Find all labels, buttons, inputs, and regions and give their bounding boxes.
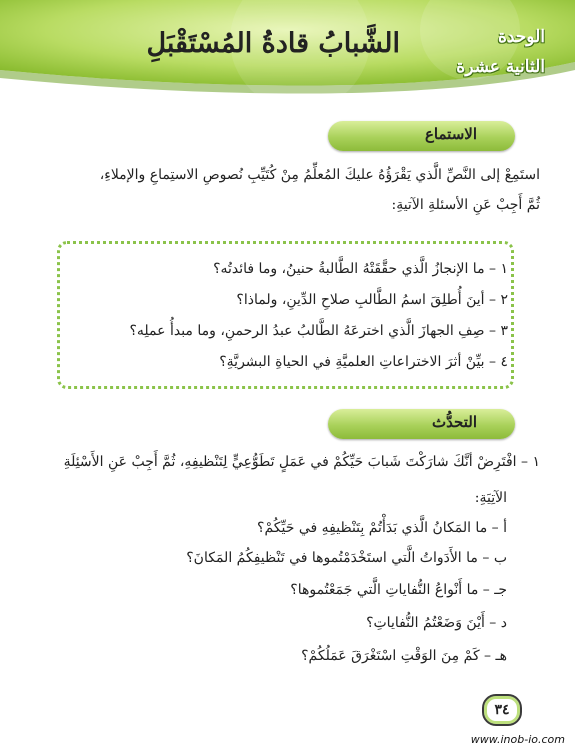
footer-url: www.inob-io.com xyxy=(470,733,565,746)
speaking-question: أ – ما المَكانُ الَّذي بَدَأْتُمْ بِتَنْظيفِهِ في حَيِّكُمْ؟ xyxy=(257,520,507,536)
unit-label-line2: الثانية عشرة xyxy=(456,57,545,77)
listening-question: ٢ – أينَ أُطلِقَ اسمُ الطَّالبِ صلاحِ الدِّينِ، ولماذا؟ xyxy=(236,292,508,308)
listening-intro-line1: استَمِعْ إلى النَّصِّ الَّذي يَقْرَؤُهُ عليكَ المُعلِّمُ مِنْ كُتَيِّبِ نُصوصِ الاستِماعِ والإملاءِ، xyxy=(99,167,540,183)
page-title: الشَّبابُ قادةُ المُسْتَقْبَلِ xyxy=(146,28,400,59)
speaking-question: جـ – ما أَنْواعُ النُّفاياتِ الَّتي جَمَعْتُموها؟ xyxy=(290,582,507,598)
listening-heading: الاستماع xyxy=(424,125,477,143)
speaking-heading-badge xyxy=(328,409,515,439)
unit-label xyxy=(435,22,545,82)
listening-question: ٣ – صِفِ الجهازَ الَّذي اخترعَهُ الطَّالبُ عبدُ الرحمنِ، وما مبدأُ عملِه؟ xyxy=(129,323,508,339)
speaking-task-line1: ١ – افْتَرِضْ أنَّكَ شارَكْتَ شَبابَ حَيِّكُمْ في عَمَلٍ تَطَوُّعِيٍّ لِتَنْظيفِهِ، ثُمَّ أَجِبْ عَنِ الأَسْئِلَةِ xyxy=(63,454,540,470)
speaking-question: هـ – كَمْ مِنَ الوَقْتِ اسْتَغْرَقَ عَمَلُكُمْ؟ xyxy=(301,648,507,664)
listening-heading-badge xyxy=(328,121,515,151)
unit-label-line1: الوحدة xyxy=(497,27,545,47)
listening-question: ١ – ما الإنجازُ الَّذي حقَّقَتْهُ الطَّالبةُ حنينُ، وما فائدتُه؟ xyxy=(213,261,508,277)
speaking-question: د – أَيْنَ وَضَعْتُمُ النُّفاياتِ؟ xyxy=(366,615,507,631)
speaking-heading: التحدُّث xyxy=(432,413,477,431)
speaking-question: ب – ما الأَدَواتُ الَّتي استَخْدَمْتُموها في تَنْظيفِكُمُ المَكانَ؟ xyxy=(186,550,507,566)
page-number: ٣٤ xyxy=(482,694,522,726)
listening-question: ٤ – بيِّنْ أثرَ الاختراعاتِ العلميَّةِ في الحياةِ البشريَّةِ؟ xyxy=(219,354,508,370)
speaking-task-line2: الآتِيَةِ: xyxy=(474,490,507,506)
listening-intro-line2: ثُمَّ أَجِبْ عَنِ الأسئلةِ الآتيةِ: xyxy=(391,197,540,213)
